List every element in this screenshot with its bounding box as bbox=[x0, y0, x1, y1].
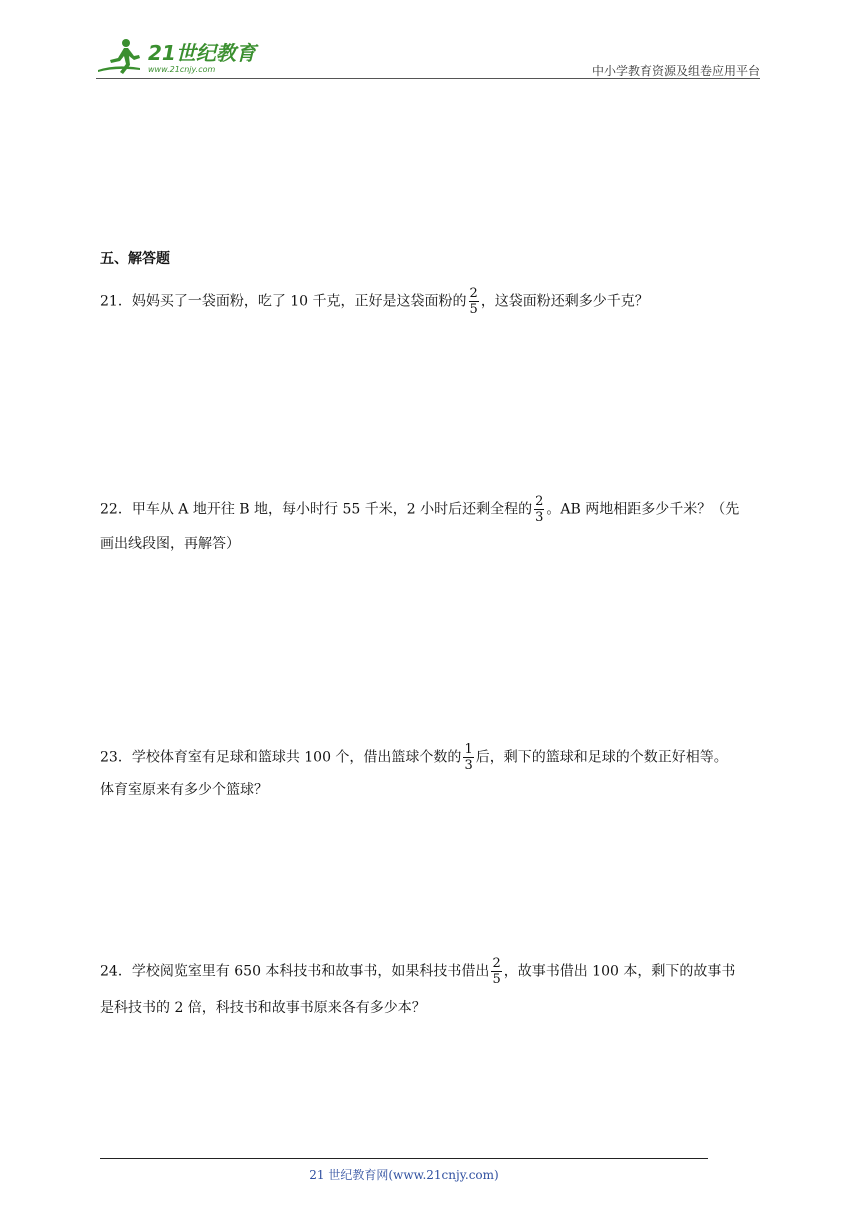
fraction-numerator: 1 bbox=[464, 742, 473, 757]
section-title: 五、解答题 bbox=[100, 251, 170, 267]
fraction-denominator: 5 bbox=[469, 302, 478, 317]
question-23-line2: 体育室原来有多少个篮球？ bbox=[100, 782, 268, 798]
footer-link[interactable]: 21 世纪教育网(www.21cnjy.com) bbox=[309, 1168, 499, 1182]
question-text: 后，剩下的篮球和足球的个数正好相等。 bbox=[475, 749, 728, 766]
question-text: 。AB 两地相距多少千米？（先 bbox=[546, 501, 740, 518]
question-22 bbox=[100, 494, 765, 525]
fraction bbox=[534, 494, 544, 525]
fraction bbox=[491, 956, 501, 987]
question-22-line2: 画出线段图，再解答） bbox=[100, 536, 240, 552]
question-23 bbox=[100, 742, 765, 773]
logo-text: 21世纪教育 bbox=[148, 41, 256, 65]
question-24-line2: 是科技书的 2 倍，科技书和故事书原来各有多少本？ bbox=[100, 1000, 426, 1016]
fraction bbox=[463, 742, 473, 773]
fraction-denominator: 3 bbox=[535, 510, 544, 525]
fraction-denominator: 3 bbox=[464, 758, 473, 773]
fraction-denominator: 5 bbox=[492, 972, 501, 987]
question-text: ，故事书借出 100 本，剩下的故事书 bbox=[503, 963, 736, 980]
question-text: 21．妈妈买了一袋面粉，吃了 10 千克，正好是这袋面粉的 bbox=[100, 293, 467, 310]
fraction-numerator: 2 bbox=[469, 286, 478, 301]
runner-icon bbox=[98, 39, 140, 74]
fraction-numerator: 2 bbox=[535, 494, 544, 509]
question-text: ，这袋面粉还剩多少千克？ bbox=[480, 293, 649, 310]
header-divider bbox=[96, 78, 760, 79]
fraction-numerator: 2 bbox=[492, 956, 501, 971]
question-text: 23．学校体育室有足球和篮球共 100 个，借出篮球个数的 bbox=[100, 749, 462, 766]
platform-label: 中小学教育资源及组卷应用平台 bbox=[591, 64, 760, 78]
question-text: 22．甲车从 A 地开往 B 地，每小时行 55 千米，2 小时后还剩全程的 bbox=[100, 501, 533, 518]
site-logo bbox=[96, 34, 266, 78]
question-24 bbox=[100, 956, 765, 987]
question-21 bbox=[100, 286, 765, 317]
footer-divider bbox=[100, 1158, 708, 1159]
fraction bbox=[469, 286, 479, 317]
logo-url: www.21cnjy.com bbox=[148, 65, 216, 74]
question-text: 24．学校阅览室里有 650 本科技书和故事书，如果科技书借出 bbox=[100, 963, 490, 980]
